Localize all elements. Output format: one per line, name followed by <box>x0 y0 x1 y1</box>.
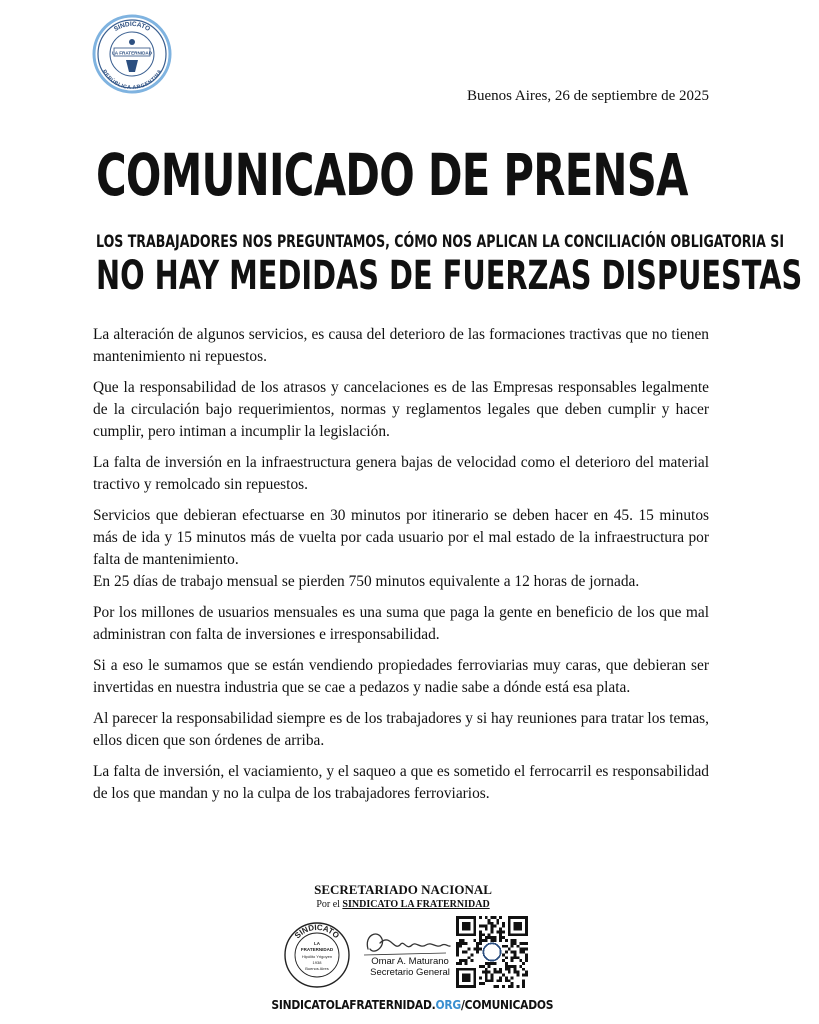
footer-title: SECRETARIADO NACIONAL <box>314 882 492 897</box>
footer-org: SINDICATO LA FRATERNIDAD <box>342 899 490 910</box>
paragraph: Al parecer la responsabilidad siempre es de los trabajadores y si hay reuniones para tratar los temas, ellos dicen que son órdenes de arriba. <box>93 710 709 749</box>
website-url[interactable] <box>271 997 554 1012</box>
signatory <box>362 956 458 978</box>
seal-line-4: 1938 <box>312 960 322 965</box>
paragraph: Por los millones de usuarios mensuales es una suma que paga la gente en beneficio de los que mal administran con falta de inversiones e irresponsabilidad. <box>93 604 709 643</box>
footer-subtitle <box>250 899 556 910</box>
body-text <box>93 324 709 814</box>
qr-code[interactable] <box>456 916 528 988</box>
paragraph: La alteración de algunos servicios, es causa del deterioro de las formaciones tractivas que no tienen mantenimiento ni repuestos. <box>93 326 709 365</box>
subheadline-1: LOS TRABAJADORES NOS PREGUNTAMOS, CÓMO NOS APLICAN LA CONCILIACIÓN OBLIGATORIA SI <box>96 232 785 252</box>
seal-line-3: Hipólito Yrigoyen <box>301 954 333 959</box>
logo-text-bottom: REPÚBLICA ARGENTINA <box>100 68 164 92</box>
date-line: Buenos Aires, 26 de septiembre de 2025 <box>466 88 709 104</box>
paragraph: Que la responsabilidad de los atrasos y cancelaciones es de las Empresas responsables legalmente de la circulación bajo requerimientos, normas y reglamentos legales que deben cumplir y hacer cumplir, pero intiman a incumplir la legislación. <box>93 379 709 440</box>
seal-text-top: SINDICATO <box>292 922 342 941</box>
signatory-name: Omar A. Maturano <box>371 956 449 967</box>
paragraph: En 25 días de trabajo mensual se pierden 750 minutos equivalente a 12 horas de jornada. <box>93 573 640 590</box>
paragraph: Servicios que debieran efectuarse en 30 minutos por itinerario se deben hacer en 45. 15 minutos más de ida y 15 minutos más de vuelta por cada usuario por el mal estado de la infraestructura por falta de mantenimiento. <box>93 507 709 568</box>
logo-text-center: LA FRATERNIDAD <box>111 50 153 56</box>
paragraph: La falta de inversión, el vaciamiento, y el saqueo a que es sometido el ferrocarril es responsabilidad de los que mandan y no la culpa de los trabajadores ferroviarios. <box>93 763 709 802</box>
footer-by-prefix: Por el <box>316 899 343 910</box>
svg-text:SINDICATO <box>293 923 341 940</box>
signatory-role: Secretario General <box>370 967 450 978</box>
page-title: COMUNICADO DE PRENSA <box>96 141 688 209</box>
seal-line-2: FRATERNIDAD <box>300 947 334 952</box>
union-logo <box>92 14 172 94</box>
seal-stamp <box>283 921 351 989</box>
logo-text-top: SINDICATO <box>112 20 152 33</box>
url-tld: ORG <box>435 997 461 1012</box>
url-main: SINDICATOLAFRATERNIDAD. <box>271 997 436 1012</box>
subheadline-2: NO HAY MEDIDAS DE FUERZAS DISPUESTAS <box>96 253 803 299</box>
paragraph: La falta de inversión en la infraestructura genera bajas de velocidad como el deterioro del material tractivo y remolcado sin repuestos. <box>93 454 709 493</box>
seal-line-5: Buenos Aires <box>305 966 329 971</box>
url-path: /COMUNICADOS <box>460 997 554 1012</box>
seal-line-1: LA <box>314 941 320 946</box>
paragraph: Si a eso le sumamos que se están vendiendo propiedades ferroviarias muy caras, que debieran ser invertidas en nuestra industria que se cae a pedazos y nadie sabe a dónde está esa plata. <box>93 657 709 696</box>
